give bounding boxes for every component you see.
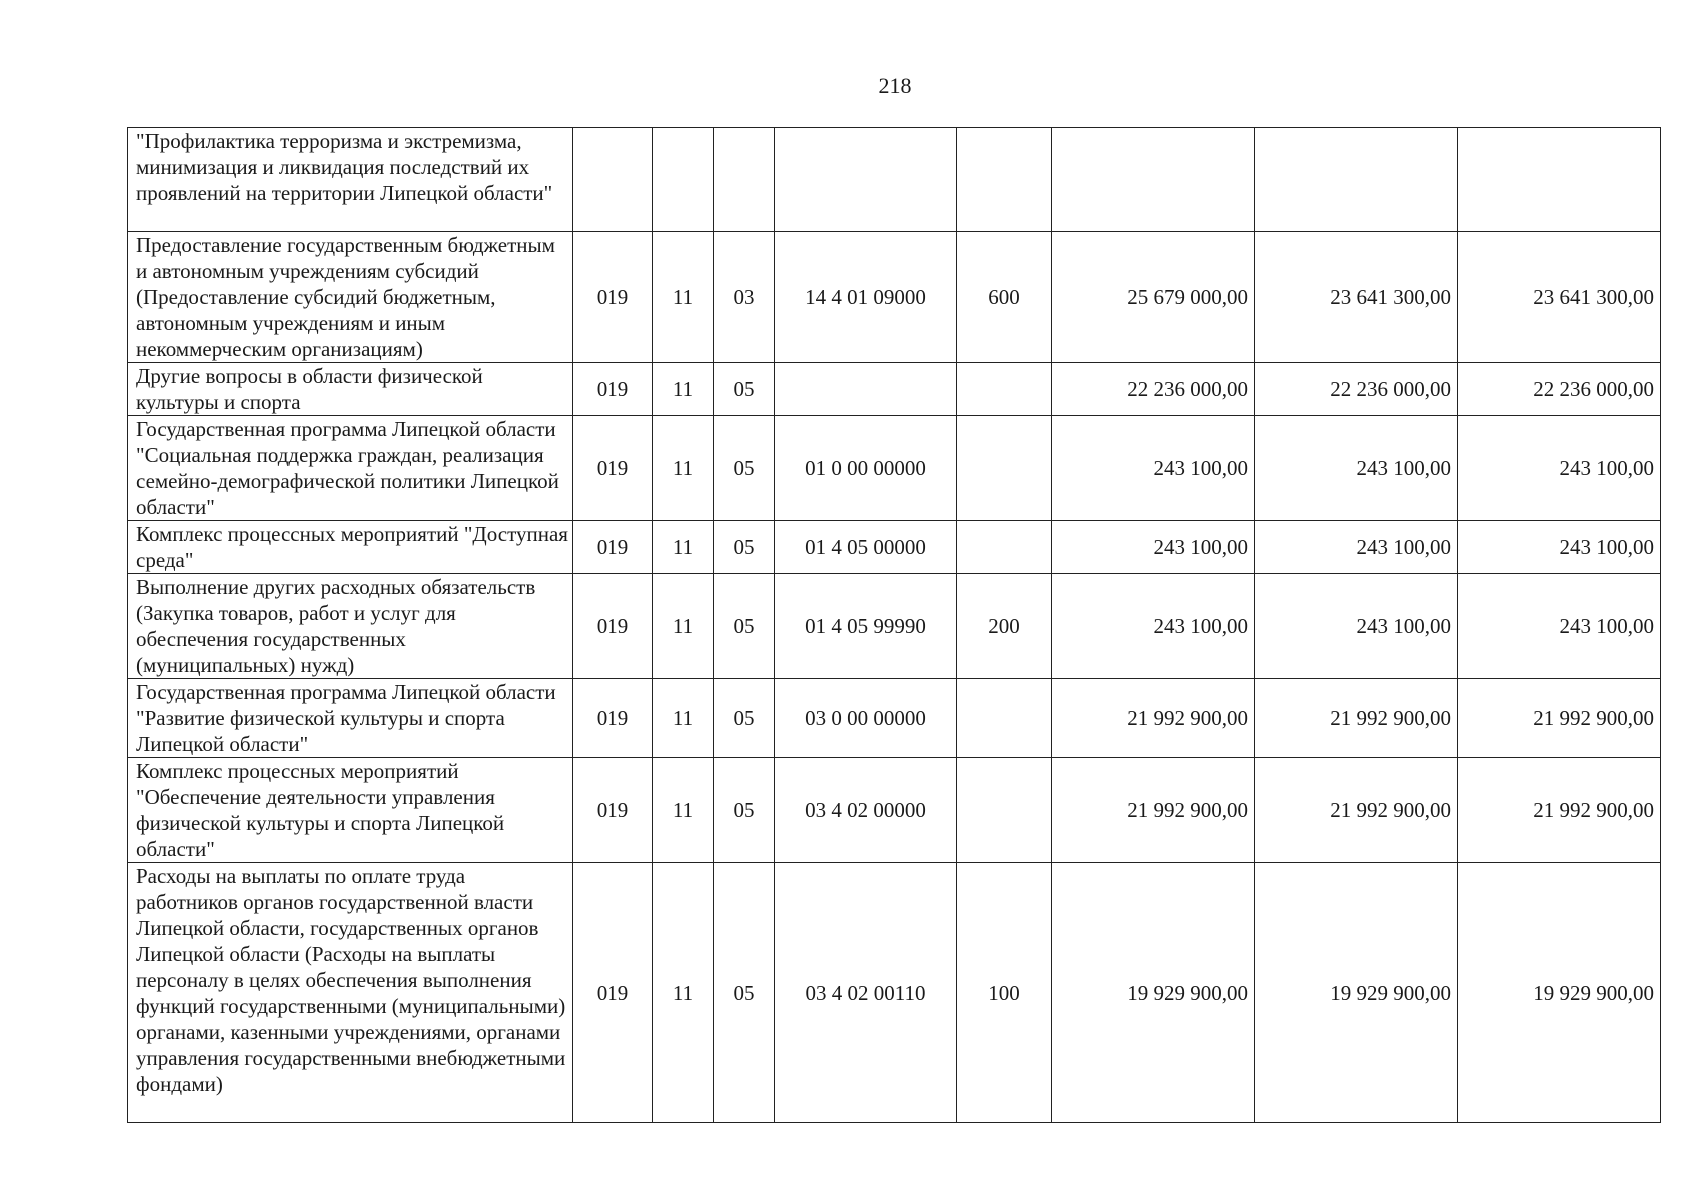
- amount-year-3: 21 992 900,00: [1458, 679, 1661, 758]
- subsection-code: 05: [714, 679, 775, 758]
- amount-year-3: 23 641 300,00: [1458, 232, 1661, 363]
- amount-year-2: 23 641 300,00: [1255, 232, 1458, 363]
- target-code: 14 4 01 09000: [775, 232, 957, 363]
- amount-year-1: 243 100,00: [1052, 416, 1255, 521]
- ministry-code: 019: [573, 758, 653, 863]
- section-code: [653, 128, 714, 232]
- subsection-code: 05: [714, 521, 775, 574]
- target-code: [775, 128, 957, 232]
- amount-year-2: [1255, 128, 1458, 232]
- expense-type-code: [957, 679, 1052, 758]
- amount-year-3: 243 100,00: [1458, 416, 1661, 521]
- ministry-code: 019: [573, 521, 653, 574]
- section-code: 11: [653, 363, 714, 416]
- amount-year-2: 243 100,00: [1255, 521, 1458, 574]
- row-description: Государственная программа Липецкой области "Социальная поддержка граждан, реализация семейно-демографической политики Липецкой области": [128, 416, 573, 521]
- amount-year-2: 21 992 900,00: [1255, 758, 1458, 863]
- expense-type-code: [957, 521, 1052, 574]
- amount-year-1: [1052, 128, 1255, 232]
- amount-year-3: 22 236 000,00: [1458, 363, 1661, 416]
- target-code: 01 4 05 99990: [775, 574, 957, 679]
- table-row: [128, 679, 1661, 758]
- section-code: 11: [653, 574, 714, 679]
- amount-year-1: 243 100,00: [1052, 521, 1255, 574]
- section-code: 11: [653, 679, 714, 758]
- amount-year-2: 243 100,00: [1255, 574, 1458, 679]
- expense-type-code: 100: [957, 863, 1052, 1123]
- amount-year-1: 19 929 900,00: [1052, 863, 1255, 1123]
- section-code: 11: [653, 758, 714, 863]
- subsection-code: 05: [714, 363, 775, 416]
- table-row: [128, 863, 1661, 1123]
- row-description: Комплекс процессных мероприятий "Обеспечение деятельности управления физической культуры и спорта Липецкой области": [128, 758, 573, 863]
- subsection-code: 03: [714, 232, 775, 363]
- target-code: 01 0 00 00000: [775, 416, 957, 521]
- amount-year-3: [1458, 128, 1661, 232]
- section-code: 11: [653, 521, 714, 574]
- amount-year-1: 25 679 000,00: [1052, 232, 1255, 363]
- ministry-code: [573, 128, 653, 232]
- subsection-code: [714, 128, 775, 232]
- amount-year-1: 21 992 900,00: [1052, 679, 1255, 758]
- subsection-code: 05: [714, 416, 775, 521]
- target-code: 03 4 02 00000: [775, 758, 957, 863]
- amount-year-3: 243 100,00: [1458, 521, 1661, 574]
- section-code: 11: [653, 863, 714, 1123]
- amount-year-2: 22 236 000,00: [1255, 363, 1458, 416]
- amount-year-3: 243 100,00: [1458, 574, 1661, 679]
- target-code: 03 4 02 00110: [775, 863, 957, 1123]
- table-row: [128, 758, 1661, 863]
- ministry-code: 019: [573, 863, 653, 1123]
- ministry-code: 019: [573, 416, 653, 521]
- table-row: [128, 363, 1661, 416]
- amount-year-1: 21 992 900,00: [1052, 758, 1255, 863]
- row-description: Другие вопросы в области физической культуры и спорта: [128, 363, 573, 416]
- expense-type-code: 200: [957, 574, 1052, 679]
- table-row: [128, 521, 1661, 574]
- page-number: 218: [878, 73, 912, 98]
- ministry-code: 019: [573, 574, 653, 679]
- section-code: 11: [653, 416, 714, 521]
- amount-year-3: 19 929 900,00: [1458, 863, 1661, 1123]
- row-description: Государственная программа Липецкой области "Развитие физической культуры и спорта Липецкой области": [128, 679, 573, 758]
- subsection-code: 05: [714, 574, 775, 679]
- subsection-code: 05: [714, 758, 775, 863]
- table-row: [128, 232, 1661, 363]
- table-row: [128, 416, 1661, 521]
- row-description: Комплекс процессных мероприятий "Доступная среда": [128, 521, 573, 574]
- expense-type-code: [957, 363, 1052, 416]
- target-code: 01 4 05 00000: [775, 521, 957, 574]
- expense-type-code: [957, 128, 1052, 232]
- section-code: 11: [653, 232, 714, 363]
- row-description: Предоставление государственным бюджетным и автономным учреждениям субсидий (Предоставление субсидий бюджетным, автономным учреждениям и иным некоммерческим организациям): [128, 232, 573, 363]
- row-description: Выполнение других расходных обязательств (Закупка товаров, работ и услуг для обеспечения государственных (муниципальных) нужд): [128, 574, 573, 679]
- amount-year-3: 21 992 900,00: [1458, 758, 1661, 863]
- amount-year-1: 243 100,00: [1052, 574, 1255, 679]
- budget-table: [127, 127, 1661, 1123]
- target-code: 03 0 00 00000: [775, 679, 957, 758]
- amount-year-2: 243 100,00: [1255, 416, 1458, 521]
- row-description: "Профилактика терроризма и экстремизма, минимизация и ликвидация последствий их проявлений на территории Липецкой области": [128, 128, 573, 232]
- row-description: Расходы на выплаты по оплате труда работников органов государственной власти Липецкой области, государственных органов Липецкой области (Расходы на выплаты персоналу в целях обеспечения выполнения функций государственными (муниципальными) органами, казенными учреждениями, органами управления государственными внебюджетными фондами): [128, 863, 573, 1123]
- expense-type-code: [957, 758, 1052, 863]
- table-row: [128, 128, 1661, 232]
- target-code: [775, 363, 957, 416]
- ministry-code: 019: [573, 679, 653, 758]
- expense-type-code: 600: [957, 232, 1052, 363]
- expense-type-code: [957, 416, 1052, 521]
- subsection-code: 05: [714, 863, 775, 1123]
- amount-year-2: 21 992 900,00: [1255, 679, 1458, 758]
- amount-year-2: 19 929 900,00: [1255, 863, 1458, 1123]
- table-row: [128, 574, 1661, 679]
- ministry-code: 019: [573, 363, 653, 416]
- amount-year-1: 22 236 000,00: [1052, 363, 1255, 416]
- ministry-code: 019: [573, 232, 653, 363]
